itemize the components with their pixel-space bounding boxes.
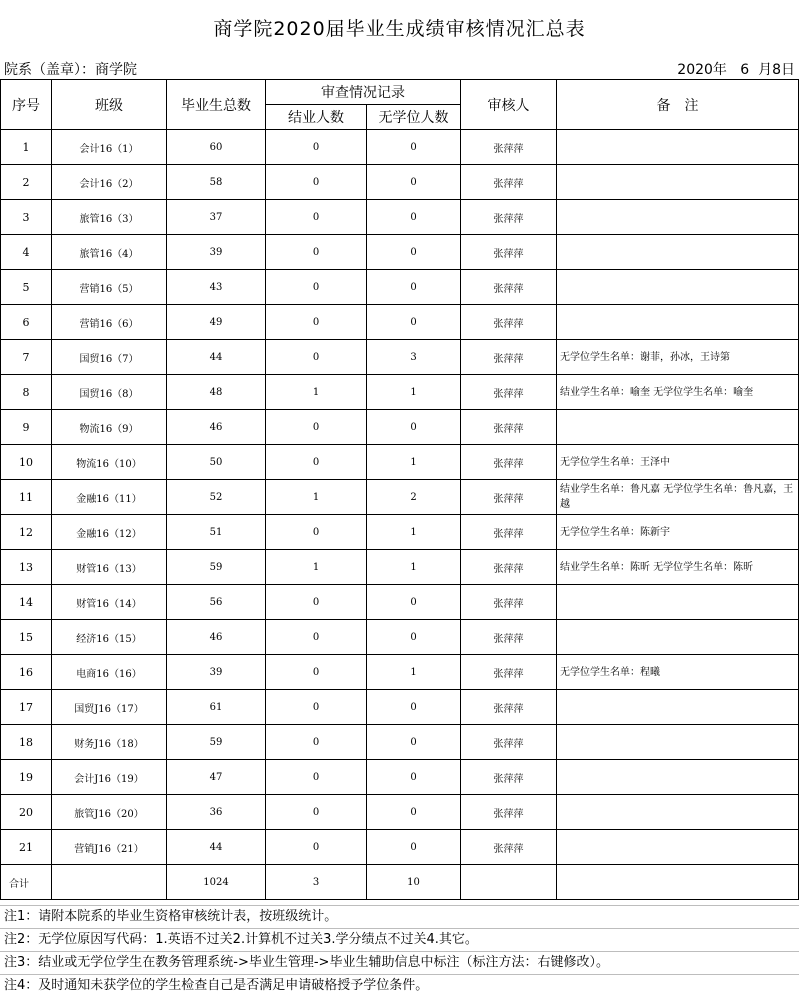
remark-cell [557,235,799,270]
table-row [1,830,799,865]
reviewer-cell: 张萍萍 [461,830,557,865]
seq-cell: 10 [1,445,52,480]
remark-cell [557,760,799,795]
completion-cell: 1 [266,375,367,410]
class-cell: 营销16（5） [52,270,167,305]
class-cell: 物流16（9） [52,410,167,445]
total-no-degree-cell: 10 [367,865,461,900]
seq-cell: 5 [1,270,52,305]
class-cell: 金融16（12） [52,515,167,550]
table-row [1,165,799,200]
header-class: 班级 [52,80,167,130]
no-degree-cell: 0 [367,620,461,655]
total-row [1,865,799,900]
completion-cell: 0 [266,270,367,305]
reviewer-cell: 张萍萍 [461,340,557,375]
department-label: 院系（盖章）：商学院 [4,62,137,78]
completion-cell: 0 [266,795,367,830]
reviewer-cell: 张萍萍 [461,445,557,480]
no-degree-cell: 0 [367,830,461,865]
no-degree-cell: 0 [367,270,461,305]
remark-cell: 结业学生名单：鲁凡嘉 无学位学生名单：鲁凡嘉，王越 [557,480,799,515]
seq-cell: 15 [1,620,52,655]
class-cell: 物流16（10） [52,445,167,480]
remark-cell [557,690,799,725]
no-degree-cell: 1 [367,655,461,690]
no-degree-cell: 2 [367,480,461,515]
reviewer-cell: 张萍萍 [461,410,557,445]
header-total-grads: 毕业生总数 [167,80,266,130]
class-cell: 财务J16（18） [52,725,167,760]
header-completion: 结业人数 [266,105,367,130]
completion-cell: 0 [266,655,367,690]
total-cell: 58 [167,165,266,200]
remark-cell [557,585,799,620]
reviewer-cell: 张萍萍 [461,795,557,830]
completion-cell: 0 [266,760,367,795]
header-no-degree: 无学位人数 [367,105,461,130]
table-row [1,130,799,165]
reviewer-cell: 张萍萍 [461,690,557,725]
seq-cell: 9 [1,410,52,445]
class-cell: 经济16（15） [52,620,167,655]
seq-cell: 3 [1,200,52,235]
no-degree-cell: 0 [367,200,461,235]
reviewer-cell: 张萍萍 [461,165,557,200]
class-cell: 会计16（1） [52,130,167,165]
completion-cell: 0 [266,725,367,760]
total-remark-cell [557,865,799,900]
completion-cell: 0 [266,585,367,620]
completion-cell: 0 [266,200,367,235]
table-row [1,200,799,235]
table-row [1,585,799,620]
no-degree-cell: 0 [367,130,461,165]
note-4: 注4：及时通知未获学位的学生检查自己是否满足申请破格授予学位条件。 [0,974,799,997]
class-cell: 国贸J16（17） [52,690,167,725]
seq-cell: 20 [1,795,52,830]
remark-cell [557,165,799,200]
report-date: 2020年 6 月8日 [677,62,795,78]
seq-cell: 2 [1,165,52,200]
no-degree-cell: 0 [367,760,461,795]
table-row [1,445,799,480]
table-row [1,305,799,340]
no-degree-cell: 3 [367,340,461,375]
table-row [1,620,799,655]
seq-cell: 4 [1,235,52,270]
no-degree-cell: 1 [367,550,461,585]
total-cell: 39 [167,655,266,690]
completion-cell: 0 [266,445,367,480]
reviewer-cell: 张萍萍 [461,585,557,620]
total-cell: 46 [167,410,266,445]
table-row [1,375,799,410]
reviewer-cell: 张萍萍 [461,515,557,550]
total-cell: 52 [167,480,266,515]
total-cell: 47 [167,760,266,795]
table-row [1,515,799,550]
reviewer-cell: 张萍萍 [461,305,557,340]
table-row [1,760,799,795]
header-seq: 序号 [1,80,52,130]
reviewer-cell: 张萍萍 [461,130,557,165]
total-cell: 51 [167,515,266,550]
completion-cell: 0 [266,620,367,655]
class-cell: 旅管16（4） [52,235,167,270]
completion-cell: 1 [266,480,367,515]
total-cell: 60 [167,130,266,165]
seq-cell: 14 [1,585,52,620]
seq-cell: 13 [1,550,52,585]
seq-cell: 18 [1,725,52,760]
header-review-record: 审查情况记录 [266,80,461,105]
class-cell: 电商16（16） [52,655,167,690]
table-row [1,410,799,445]
no-degree-cell: 0 [367,410,461,445]
seq-cell: 12 [1,515,52,550]
completion-cell: 0 [266,165,367,200]
remark-cell [557,305,799,340]
total-class-cell [52,865,167,900]
seq-cell: 19 [1,760,52,795]
seq-cell: 16 [1,655,52,690]
reviewer-cell: 张萍萍 [461,270,557,305]
reviewer-cell: 张萍萍 [461,480,557,515]
class-cell: 会计16（2） [52,165,167,200]
total-cell: 37 [167,200,266,235]
notes-section [0,905,799,997]
no-degree-cell: 1 [367,375,461,410]
table-row [1,480,799,515]
remark-cell: 无学位学生名单：程曦 [557,655,799,690]
total-cell: 44 [167,830,266,865]
reviewer-cell: 张萍萍 [461,235,557,270]
total-cell: 61 [167,690,266,725]
table-row [1,270,799,305]
seq-cell: 8 [1,375,52,410]
remark-cell [557,620,799,655]
no-degree-cell: 0 [367,585,461,620]
seq-cell: 6 [1,305,52,340]
total-cell: 36 [167,795,266,830]
reviewer-cell: 张萍萍 [461,200,557,235]
note-3: 注3：结业或无学位学生在教务管理系统->毕业生管理->毕业生辅助信息中标注（标注方法：右键修改）。 [0,951,799,974]
class-cell: 国贸16（7） [52,340,167,375]
summary-table [0,79,799,900]
completion-cell: 0 [266,410,367,445]
reviewer-cell: 张萍萍 [461,655,557,690]
remark-cell: 结业学生名单：喻奎 无学位学生名单：喻奎 [557,375,799,410]
remark-cell [557,410,799,445]
remark-cell [557,795,799,830]
header-remark: 备 注 [557,80,799,130]
no-degree-cell: 0 [367,165,461,200]
reviewer-cell: 张萍萍 [461,725,557,760]
completion-cell: 0 [266,830,367,865]
total-cell: 48 [167,375,266,410]
table-row [1,235,799,270]
total-cell: 59 [167,550,266,585]
total-reviewer-cell [461,865,557,900]
total-cell: 46 [167,620,266,655]
class-cell: 旅管J16（20） [52,795,167,830]
seq-cell: 21 [1,830,52,865]
seq-cell: 17 [1,690,52,725]
header-reviewer: 审核人 [461,80,557,130]
remark-cell [557,830,799,865]
note-2: 注2：无学位原因写代码：1.英语不过关2.计算机不过关3.学分绩点不过关4.其它。 [0,928,799,951]
class-cell: 财管16（13） [52,550,167,585]
completion-cell: 0 [266,690,367,725]
seq-cell: 11 [1,480,52,515]
completion-cell: 0 [266,235,367,270]
remark-cell: 无学位学生名单：陈新宇 [557,515,799,550]
no-degree-cell: 0 [367,235,461,270]
completion-cell: 0 [266,340,367,375]
reviewer-cell: 张萍萍 [461,620,557,655]
table-row [1,550,799,585]
no-degree-cell: 1 [367,515,461,550]
total-cell: 39 [167,235,266,270]
class-cell: 国贸16（8） [52,375,167,410]
remark-cell [557,130,799,165]
class-cell: 旅管16（3） [52,200,167,235]
no-degree-cell: 0 [367,725,461,760]
table-row [1,340,799,375]
completion-cell: 0 [266,305,367,340]
class-cell: 会计J16（19） [52,760,167,795]
class-cell: 营销J16（21） [52,830,167,865]
note-1: 注1：请附本院系的毕业生资格审核统计表，按班级统计。 [0,905,799,928]
reviewer-cell: 张萍萍 [461,760,557,795]
table-row [1,795,799,830]
no-degree-cell: 0 [367,690,461,725]
reviewer-cell: 张萍萍 [461,375,557,410]
total-cell: 43 [167,270,266,305]
no-degree-cell: 0 [367,795,461,830]
total-cell: 50 [167,445,266,480]
table-row [1,690,799,725]
total-cell: 49 [167,305,266,340]
seq-cell: 1 [1,130,52,165]
no-degree-cell: 1 [367,445,461,480]
total-grads-cell: 1024 [167,865,266,900]
remark-cell: 无学位学生名单：谢菲，孙冰，王诗第 [557,340,799,375]
total-label: 合计 [1,865,52,900]
seq-cell: 7 [1,340,52,375]
class-cell: 金融16（11） [52,480,167,515]
remark-cell: 结业学生名单：陈昕 无学位学生名单：陈昕 [557,550,799,585]
completion-cell: 0 [266,515,367,550]
total-cell: 56 [167,585,266,620]
class-cell: 财管16（14） [52,585,167,620]
remark-cell [557,725,799,760]
remark-cell [557,270,799,305]
page-title: 商学院2020届毕业生成绩审核情况汇总表 [213,18,586,40]
total-cell: 44 [167,340,266,375]
table-row [1,725,799,760]
completion-cell: 1 [266,550,367,585]
completion-cell: 0 [266,130,367,165]
class-cell: 营销16（6） [52,305,167,340]
table-row [1,655,799,690]
no-degree-cell: 0 [367,305,461,340]
reviewer-cell: 张萍萍 [461,550,557,585]
remark-cell: 无学位学生名单：王泽中 [557,445,799,480]
total-cell: 59 [167,725,266,760]
remark-cell [557,200,799,235]
table-body [1,130,799,900]
total-completion-cell: 3 [266,865,367,900]
